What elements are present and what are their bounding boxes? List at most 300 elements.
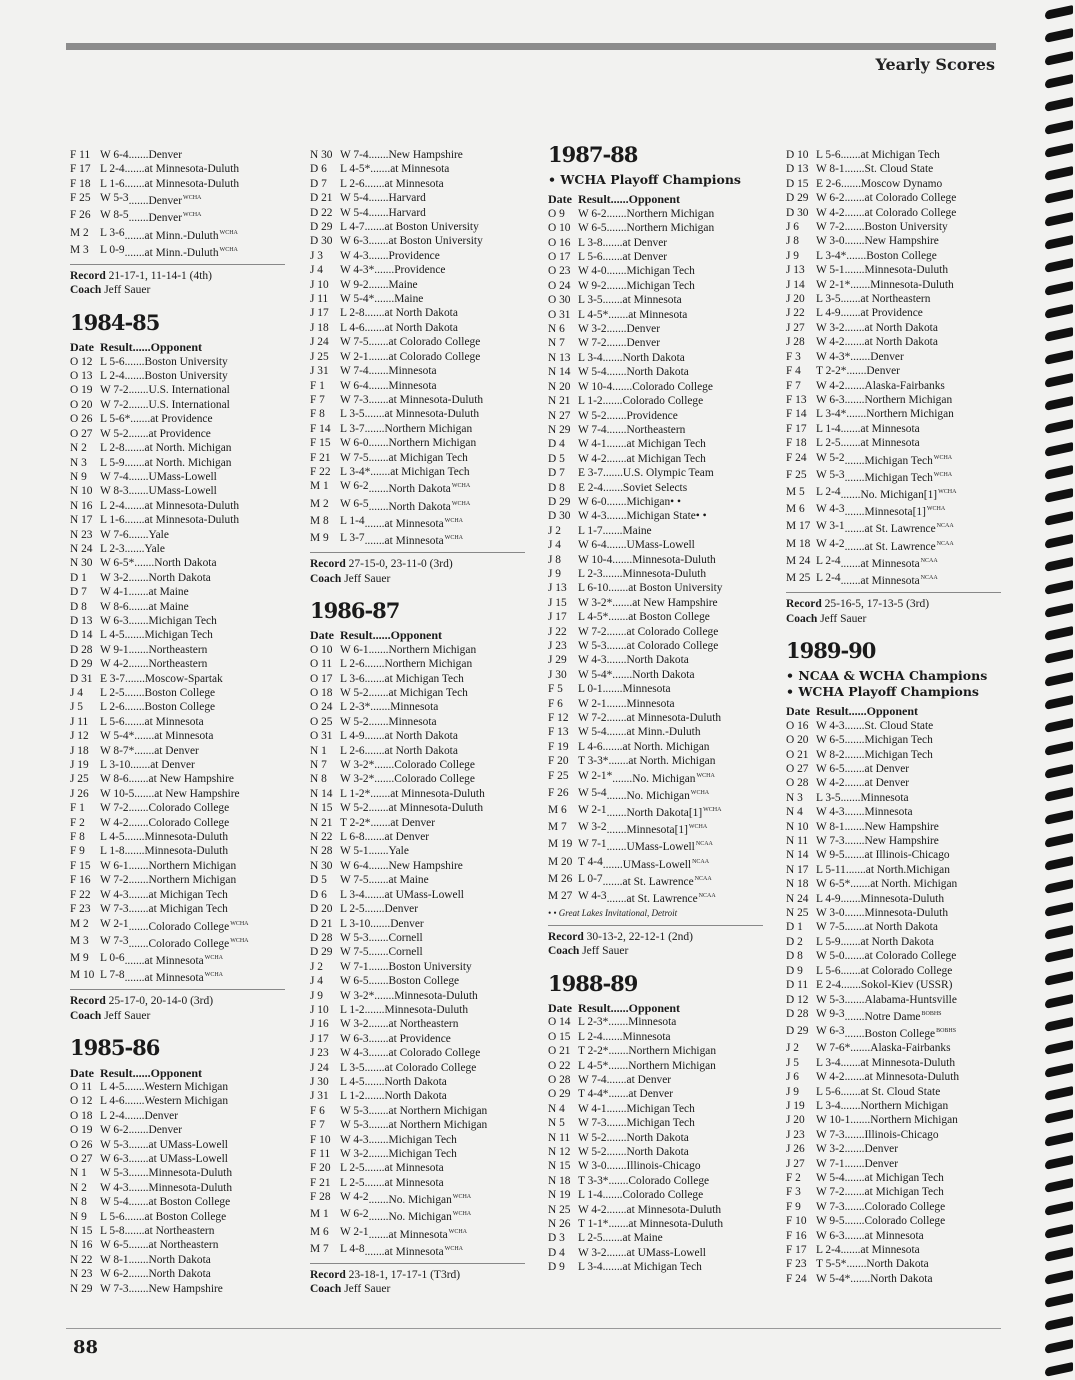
- game-opponent: .......Michigan Tech: [606, 1117, 695, 1130]
- game-opponent: $.......Minnesota[1]^{WCHA}$: [844, 505, 946, 518]
- game-opponent: .......at North Dakota: [840, 935, 934, 948]
- season-summary: [70, 264, 285, 298]
- championship-note: • WCHA Playoff Champions: [548, 172, 741, 188]
- coach-line: [310, 1282, 525, 1296]
- game-date: O 27: [70, 1152, 93, 1165]
- game-date: O 26: [70, 1138, 93, 1151]
- spiral-coil: [1045, 741, 1073, 756]
- game-opponent: .......Northern Michigan: [364, 422, 473, 435]
- game-opponent: .......Maine: [368, 278, 418, 291]
- game-opponent: .......at Michigan Tech: [368, 687, 468, 699]
- spiral-coil: [1045, 1270, 1073, 1285]
- game-row: [548, 351, 763, 365]
- game-result: W 10-4: [578, 380, 613, 393]
- game-result: L 3-4: [816, 1099, 841, 1112]
- game-result: W 5-3: [816, 993, 845, 1006]
- game-opponent: .......Providence: [606, 409, 678, 422]
- game-row: [548, 1260, 763, 1274]
- spiral-coil: [1045, 28, 1073, 43]
- game-result: W 7-2: [100, 384, 129, 397]
- game-result: W 7-2: [100, 802, 129, 815]
- game-row: [786, 177, 1001, 191]
- game-opponent: .......at Boston College: [608, 611, 710, 624]
- season-summary: [786, 592, 1001, 626]
- game-row: [70, 162, 285, 176]
- game-opponent: .......at Minnesota: [602, 294, 682, 307]
- game-result: L 1-4: [816, 422, 841, 435]
- header-date: Date: [548, 192, 572, 207]
- game-result: L 2-4: [100, 370, 125, 383]
- game-date: J 26: [70, 787, 89, 800]
- game-row: [548, 279, 763, 293]
- game-result: W 7-4: [340, 149, 369, 161]
- game-date: D 7: [70, 586, 87, 599]
- game-date: F 7: [786, 379, 801, 392]
- game-date: J 3: [310, 249, 323, 262]
- game-result: L 3-4*: [816, 249, 847, 262]
- column-2: [310, 148, 525, 1297]
- game-date: D 28: [70, 643, 93, 656]
- game-date: J 5: [70, 701, 83, 714]
- record-label: Record: [310, 1269, 346, 1282]
- game-opponent: .......Northern Michigan: [846, 408, 954, 421]
- game-date: D 28: [786, 1007, 809, 1020]
- game-date: O 23: [548, 265, 571, 278]
- game-result: L 2-3*: [578, 1016, 609, 1029]
- game-opponent: .......at Minnesota-Duluth: [606, 1203, 722, 1216]
- season-title: 1984-85: [70, 309, 160, 335]
- game-row: [786, 335, 1001, 349]
- game-opponent: .......at North. Michigan: [602, 740, 710, 753]
- game-opponent: .......Boston University: [124, 355, 228, 368]
- game-opponent: .......New Hampshire: [844, 820, 939, 833]
- game-result: W 3-2: [100, 571, 129, 584]
- header-result: Result: [578, 1000, 611, 1015]
- game-opponent: .......at Michigan Tech: [364, 672, 464, 685]
- game-row: [786, 1128, 1001, 1142]
- game-result: L 2-4: [100, 1109, 125, 1122]
- game-date: N 18: [548, 1174, 571, 1187]
- game-opponent: .......Minnesota: [844, 806, 913, 819]
- game-opponent: .......at Michigan Tech: [844, 1171, 944, 1184]
- spiral-coil: [1045, 74, 1073, 89]
- game-date: M 7: [548, 821, 567, 834]
- game-opponent: .......North Dakota: [128, 571, 211, 584]
- game-opponent: .......at Minnesota: [364, 177, 444, 190]
- game-date: J 17: [310, 307, 329, 320]
- game-opponent: .......Western Michigan: [124, 1080, 229, 1093]
- game-row: [310, 917, 525, 931]
- game-opponent: .......Providence: [368, 249, 440, 262]
- game-result: L 1-4: [578, 1189, 603, 1202]
- game-date: N 1: [310, 744, 327, 757]
- game-date: M 25: [786, 571, 811, 584]
- game-row: [786, 1041, 1001, 1055]
- game-date: D 8: [70, 600, 87, 613]
- game-result: L 3-4*: [340, 465, 371, 478]
- game-result: W 7-2: [100, 874, 129, 887]
- game-date: D 28: [310, 931, 333, 944]
- game-opponent: .......at Denver: [844, 763, 910, 775]
- game-result: W 5-2: [340, 802, 369, 815]
- spiral-coil: [1045, 580, 1073, 595]
- game-opponent: .......Northern Michigan: [840, 1099, 949, 1112]
- game-row: [786, 162, 1001, 176]
- game-row: [310, 1161, 525, 1175]
- game-result: W 7-3: [578, 1117, 607, 1130]
- game-opponent: .......North Dakota$^{WCHA}$: [368, 483, 471, 496]
- game-result: W 8-7*: [100, 744, 135, 757]
- game-opponent: .......UMass-Lowell: [128, 485, 217, 498]
- tournament-tag: NCAA: [694, 875, 712, 882]
- game-opponent: .......Yale: [368, 845, 409, 858]
- game-result: T 4-4*: [578, 1088, 609, 1101]
- game-opponent: .......New Hampshire: [844, 835, 939, 848]
- header-opponent: ......Opponent: [372, 628, 443, 643]
- game-row: [310, 715, 525, 729]
- game-row: [548, 653, 763, 667]
- game-date: D 5: [310, 874, 327, 887]
- game-row: [70, 1181, 285, 1195]
- game-row: [310, 1089, 525, 1103]
- game-result: W 4-3: [578, 510, 607, 523]
- game-row: [70, 571, 285, 585]
- game-row: [786, 436, 1001, 450]
- game-opponent: .......Minnesota-Duluth: [124, 845, 229, 858]
- game-result: W 2-1: [340, 350, 369, 363]
- game-date: D 4: [548, 438, 565, 451]
- game-row: [310, 393, 525, 407]
- spiral-coil: [1045, 1063, 1073, 1078]
- game-row: [70, 801, 285, 815]
- game-opponent: .......Yale: [128, 528, 169, 541]
- game-opponent: .......at Maine: [128, 586, 189, 599]
- game-date: M 20: [548, 855, 573, 868]
- game-opponent: .......at Michigan Tech: [370, 465, 470, 478]
- spiral-coil: [1045, 856, 1073, 871]
- game-date: M 18: [786, 537, 811, 550]
- game-date: N 26: [548, 1218, 571, 1230]
- tournament-tag: WCHA: [444, 534, 464, 541]
- game-date: O 18: [310, 687, 333, 699]
- game-date: J 12: [70, 730, 89, 743]
- game-result: W 7-2: [578, 712, 607, 725]
- game-result: W 7-6: [100, 528, 129, 541]
- game-result: W 7-2: [816, 1186, 845, 1199]
- game-result: W 5-2: [340, 715, 369, 728]
- game-date: M 6: [548, 804, 567, 817]
- header-rule: [66, 43, 996, 50]
- game-opponent: .......Western Michigan: [124, 1095, 229, 1108]
- game-result: W 5-3: [100, 1167, 129, 1180]
- tournament-tag: WCHA: [696, 772, 715, 779]
- game-opponent: .......at UMass-Lowell: [606, 1246, 706, 1259]
- game-opponent: .......Moscow Dynamo: [841, 177, 943, 190]
- game-date: J 27: [786, 1157, 805, 1170]
- game-row: [548, 1059, 763, 1073]
- game-opponent: .......Minnesota: [370, 701, 439, 714]
- game-row: [70, 470, 285, 484]
- tournament-tag: WCHA: [452, 1211, 472, 1218]
- game-result: L 6-8: [340, 831, 365, 844]
- tournament-tag: WCHA: [219, 246, 238, 253]
- game-row: [548, 293, 763, 307]
- game-row: [310, 830, 525, 844]
- game-date: N 10: [786, 820, 809, 833]
- game-opponent: .......Denver: [846, 365, 900, 378]
- game-date: D 29: [70, 658, 93, 671]
- game-date: D 29: [310, 946, 333, 959]
- game-row: [786, 1257, 1001, 1271]
- game-result: L 1-4: [340, 514, 365, 527]
- game-opponent: .......at Minnesota-Duluth: [370, 787, 485, 800]
- game-result: W 5-2: [578, 409, 607, 422]
- game-row: [70, 355, 285, 369]
- game-row: [70, 148, 285, 162]
- game-row: [70, 844, 285, 858]
- game-opponent: .......Northern Michigan: [850, 1114, 958, 1127]
- spiral-coil: [1045, 166, 1073, 181]
- game-date: N 14: [548, 366, 571, 379]
- game-result: L 7-8: [100, 969, 125, 982]
- game-opponent: .......at Michigan Tech: [368, 451, 468, 464]
- game-opponent: .......UMass-Lowell: [128, 470, 217, 483]
- column-3: [548, 142, 763, 1275]
- coach-value: Jeff Sauer: [817, 612, 867, 625]
- game-row: [548, 1131, 763, 1145]
- game-date: O 19: [70, 1124, 93, 1137]
- game-opponent: .......North Dakota: [606, 366, 689, 379]
- game-date: O 28: [548, 1073, 571, 1086]
- game-row: [548, 855, 763, 872]
- spiral-coil: [1045, 235, 1073, 250]
- game-date: O 11: [310, 658, 333, 671]
- game-opponent: .......at Michigan Tech: [128, 903, 228, 916]
- game-opponent: .......Michigan Tech$^{WCHA}$: [844, 454, 953, 467]
- game-opponent: $.......Minnesota[1]^{WCHA}$: [606, 824, 708, 837]
- game-date: O 29: [548, 1088, 571, 1101]
- spiral-coil: [1045, 419, 1073, 434]
- game-date: N 23: [70, 1268, 93, 1281]
- column-header: [310, 628, 525, 642]
- game-row: [548, 639, 763, 653]
- spiral-coil: [1045, 396, 1073, 411]
- game-date: O 10: [548, 222, 571, 235]
- game-opponent: .......at Minnesota$^{WCHA}$: [364, 534, 464, 547]
- game-row: [310, 643, 525, 657]
- game-row: [548, 308, 763, 322]
- coach-line: [70, 283, 285, 297]
- game-date: N 3: [70, 456, 87, 469]
- game-row: [786, 906, 1001, 920]
- game-opponent: .......at Minnesota-Duluth: [124, 163, 240, 176]
- game-opponent: .......at Providence: [128, 427, 211, 440]
- game-date: O 10: [310, 643, 333, 656]
- game-date: F 4: [786, 365, 801, 378]
- game-result: L 3-5: [340, 1061, 365, 1074]
- game-row: [70, 686, 285, 700]
- game-result: L 2-5: [340, 1162, 365, 1175]
- game-row: [548, 1102, 763, 1116]
- game-result: L 2-6: [340, 744, 365, 757]
- game-result: W 5-3: [578, 640, 607, 652]
- game-opponent: .......Minnesota-Duluth: [124, 831, 229, 844]
- game-result: W 5-4: [340, 206, 369, 219]
- game-result: W 7-3: [100, 934, 129, 947]
- game-date: J 8: [548, 553, 561, 566]
- game-row: [786, 364, 1001, 378]
- game-row: [786, 278, 1001, 292]
- game-date: J 31: [310, 365, 329, 378]
- game-result: W 9-2: [340, 278, 369, 291]
- game-result: L 3-7: [340, 422, 365, 435]
- game-result: L 3-4: [578, 1261, 603, 1274]
- game-row: [310, 162, 525, 176]
- spiral-coil: [1045, 212, 1073, 227]
- game-opponent: .......Michigan Tech: [606, 279, 695, 292]
- game-date: D 6: [310, 888, 327, 901]
- game-row: [70, 528, 285, 542]
- game-result: W 7-3: [100, 903, 129, 916]
- game-opponent: .......at Minn.-Duluth$^{WCHA}$: [124, 246, 238, 259]
- game-date: N 4: [786, 806, 803, 819]
- game-row: [548, 803, 763, 820]
- game-result: T 2-2*: [816, 365, 847, 378]
- game-result: W 3-0: [816, 907, 845, 920]
- game-date: N 2: [70, 442, 87, 455]
- header-opponent: ......Opponent: [610, 1000, 681, 1015]
- game-row: [548, 1188, 763, 1202]
- game-opponent: .......at Minnesota-Duluth: [840, 1056, 956, 1069]
- game-row: [548, 889, 763, 906]
- game-row: [548, 524, 763, 538]
- game-date: D 22: [310, 206, 333, 219]
- header-opponent: ......Opponent: [132, 1065, 203, 1080]
- game-date: F 23: [786, 1258, 807, 1271]
- game-result: L 2-5: [578, 1232, 603, 1245]
- game-result: W 6-3: [816, 1025, 845, 1038]
- game-date: N 17: [786, 863, 809, 876]
- game-result: W 3-2*: [340, 773, 375, 786]
- game-opponent: .......at St. Lawrence$^{NCAA}$: [844, 523, 954, 536]
- header-date: Date: [70, 340, 94, 355]
- game-result: L 2-8: [100, 442, 125, 455]
- game-opponent: .......at Boston College: [128, 1196, 231, 1209]
- game-result: T 3-3*: [578, 755, 609, 768]
- game-opponent: .......North Dakota: [850, 1272, 933, 1285]
- game-date: J 11: [310, 293, 329, 306]
- spiral-coil: [1045, 764, 1073, 779]
- game-result: L 4-5: [100, 831, 125, 844]
- season-summary: [310, 1263, 525, 1297]
- game-row: [548, 697, 763, 711]
- coach-value: Jeff Sauer: [101, 284, 151, 297]
- tournament-tag: BOBHS: [936, 1028, 957, 1035]
- game-row: [548, 380, 763, 394]
- game-date: J 29: [548, 654, 567, 667]
- game-result: W 5-3: [340, 931, 369, 944]
- game-opponent: .......Boston College: [124, 687, 216, 699]
- game-opponent: .......Boston College: [124, 701, 216, 714]
- game-result: L 5-6: [816, 964, 841, 977]
- game-opponent: .......at North. Michigan: [850, 878, 958, 891]
- game-opponent: .......at Denver: [134, 744, 199, 757]
- spiral-coil: [1045, 695, 1073, 710]
- game-opponent: .......at UMass-Lowell: [364, 888, 464, 901]
- tournament-tag: WCHA: [219, 229, 238, 236]
- game-result: L 2-4: [578, 1030, 603, 1043]
- game-date: N 21: [548, 395, 571, 408]
- game-row: [70, 1109, 285, 1123]
- game-opponent: .......North Dakota: [364, 1075, 447, 1088]
- game-opponent: .......at Minn.-Duluth: [606, 726, 701, 739]
- game-date: D 1: [70, 571, 87, 584]
- game-row: [70, 830, 285, 844]
- spiral-coil: [1045, 1017, 1073, 1032]
- game-row: [310, 206, 525, 220]
- record-line: [70, 994, 285, 1008]
- header-result: Result: [100, 1065, 133, 1080]
- game-result: W 7-6*: [816, 1042, 851, 1055]
- game-row: [70, 715, 285, 729]
- game-result: W 6-1: [100, 859, 129, 872]
- game-opponent: .......at Minnesota: [364, 1162, 444, 1175]
- game-result: W 8-1: [816, 820, 845, 833]
- game-date: J 19: [70, 759, 89, 772]
- game-row: [310, 1190, 525, 1207]
- record-value: 27-15-0, 23-11-0 (3rd): [345, 558, 453, 571]
- game-result: L 4-5*: [340, 163, 371, 176]
- tournament-tag: WCHA: [451, 483, 471, 490]
- game-result: W 6-4: [340, 859, 369, 872]
- game-opponent: .......Denver: [606, 323, 661, 336]
- game-date: J 16: [310, 1018, 329, 1031]
- game-result: W 6-3: [816, 393, 845, 406]
- game-result: L 0-1: [578, 683, 603, 696]
- game-result: W 7-3: [816, 835, 845, 848]
- game-result: L 2-4: [816, 485, 841, 498]
- game-opponent: .......at North Dakota: [364, 307, 458, 320]
- game-row: [786, 1007, 1001, 1024]
- game-opponent: .......Cornell: [368, 931, 423, 944]
- game-row: [786, 1200, 1001, 1214]
- game-result: W 7-4: [100, 470, 129, 483]
- spiral-coil: [1045, 373, 1073, 388]
- game-date: M 8: [310, 514, 329, 527]
- game-date: J 10: [310, 1003, 329, 1016]
- game-opponent: .......Northern Michigan: [368, 643, 477, 656]
- game-opponent: .......Illinois-Chicago: [606, 1160, 701, 1173]
- spiral-coil: [1045, 511, 1073, 526]
- game-date: D 9: [786, 964, 803, 977]
- game-date: D 30: [548, 510, 571, 523]
- game-opponent: .......Minnesota-Duluth: [840, 892, 945, 905]
- column-header: [70, 1066, 285, 1080]
- season-summary: [70, 989, 285, 1023]
- game-date: F 25: [548, 769, 569, 782]
- game-date: F 9: [786, 1200, 801, 1213]
- game-result: W 4-2: [816, 379, 845, 392]
- game-date: J 5: [786, 1056, 799, 1069]
- game-result: T 3-3*: [578, 1174, 609, 1187]
- game-opponent: .......at North Dakota: [844, 921, 938, 934]
- game-date: N 22: [70, 1253, 93, 1266]
- game-row: [70, 816, 285, 830]
- header-result: Result: [340, 628, 373, 643]
- game-row: [310, 902, 525, 916]
- game-row: [786, 1185, 1001, 1199]
- record-line: [786, 597, 1001, 611]
